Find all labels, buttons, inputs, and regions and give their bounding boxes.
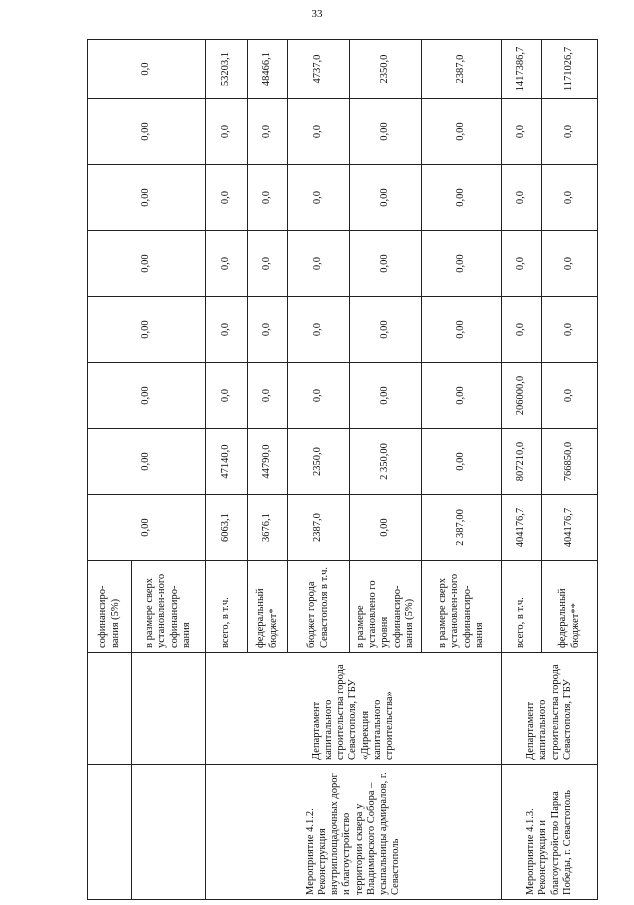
value-cell: 0,0 [542,363,598,429]
value-cell: 0,00 [422,363,502,429]
value-cell: 766850,0 [542,429,598,495]
value-cell: 0,0 [206,99,248,165]
value-cell: 1417386,7 [502,40,542,99]
value-cell: 47140,0 [206,429,248,495]
funding-source-cell: всего, в т.ч. [502,561,542,653]
value-cell: 0,0 [248,165,288,231]
rotated-table-wrapper [87,40,581,900]
value-cell: 2350,0 [288,429,350,495]
value-cell: 2387,0 [288,495,350,561]
value-cell: 0,00 [422,165,502,231]
value-cell: 0,00 [88,231,206,297]
funding-source-cell: федеральный бюджет* [248,561,288,653]
value-cell: 0,00 [422,99,502,165]
table-row [206,40,248,900]
value-cell: 0,0 [502,99,542,165]
value-cell: 0,0 [248,297,288,363]
value-cell: 807210,0 [502,429,542,495]
value-cell: 0,00 [422,429,502,495]
value-cell: 0,0 [88,40,206,99]
value-cell: 0,0 [542,297,598,363]
value-cell: 404176,7 [542,495,598,561]
value-cell: 0,00 [350,495,422,561]
value-cell: 0,00 [422,297,502,363]
value-cell: 0,00 [350,363,422,429]
value-cell: 0,0 [248,231,288,297]
value-cell: 206000,0 [502,363,542,429]
value-cell: 0,0 [502,231,542,297]
measure-cell [132,765,206,900]
executor-cell: Департамент капитального строительства города Севастополя, ГБУ [502,653,598,765]
value-cell: 0,00 [88,429,206,495]
value-cell: 0,00 [88,297,206,363]
value-cell: 0,0 [248,99,288,165]
value-cell: 0,00 [88,99,206,165]
value-cell: 404176,7 [502,495,542,561]
value-cell: 0,0 [288,297,350,363]
value-cell: 44790,0 [248,429,288,495]
value-cell: 0,0 [502,297,542,363]
value-cell: 0,0 [206,231,248,297]
value-cell: 0,00 [350,231,422,297]
table-row [88,40,132,900]
value-cell: 0,0 [248,363,288,429]
measure-cell: Мероприятие 4.1.2. Реконструкция внутриплощадочных дорог и благоустройство территории сквера у Владимирского Собора – усыпальницы адмиралов, г. Севастополь [206,765,502,900]
value-cell: 0,0 [288,363,350,429]
value-cell: 4737,0 [288,40,350,99]
value-cell: 53203,1 [206,40,248,99]
value-cell: 0,0 [206,165,248,231]
value-cell: 2387,0 [422,40,502,99]
value-cell: 2 387,00 [422,495,502,561]
value-cell: 0,00 [350,165,422,231]
value-cell: 0,0 [542,99,598,165]
value-cell: 0,0 [288,99,350,165]
value-cell: 0,00 [88,495,206,561]
value-cell: 2 350,00 [350,429,422,495]
funding-source-cell: в размере сверх установлен-ного софинансиро-вания [132,561,206,653]
value-cell: 0,0 [288,231,350,297]
funding-source-cell: в размере установлено го уровня софинансиро-вания (5%) [350,561,422,653]
value-cell: 48466,1 [248,40,288,99]
table-row [502,40,542,900]
value-cell: 0,0 [542,165,598,231]
value-cell: 0,00 [422,231,502,297]
funding-source-cell: софинансиро-вания (5%) [88,561,132,653]
executor-cell [132,653,206,765]
value-cell: 0,0 [206,363,248,429]
value-cell: 0,0 [288,165,350,231]
funding-source-cell: всего, в т.ч. [206,561,248,653]
funding-source-cell: бюджет города Севастополя в т.ч. [288,561,350,653]
value-cell: 2350,0 [350,40,422,99]
value-cell: 0,0 [206,297,248,363]
value-cell: 0,00 [88,363,206,429]
value-cell: 0,0 [502,165,542,231]
value-cell: 0,00 [350,99,422,165]
funding-source-cell: федеральный бюджет** [542,561,598,653]
funding-source-cell: в размере сверх установлен-ного софинансиро-вания [422,561,502,653]
value-cell: 0,0 [542,231,598,297]
executor-cell: Департамент капитального строительства города Севастополя, ГБУ «Дирекция капитального строительства» [206,653,502,765]
page-number: 33 [311,8,323,20]
value-cell: 0,00 [350,297,422,363]
value-cell: 1171026,7 [542,40,598,99]
measure-cell [88,765,132,900]
executor-cell [88,653,132,765]
value-cell: 3676,1 [248,495,288,561]
budget-table [87,39,598,900]
value-cell: 6063,1 [206,495,248,561]
measure-cell: Мероприятие 4.1.3. Реконструкция и благоустройство Парка Победы, г. Севастополь [502,765,598,900]
value-cell: 0,00 [88,165,206,231]
